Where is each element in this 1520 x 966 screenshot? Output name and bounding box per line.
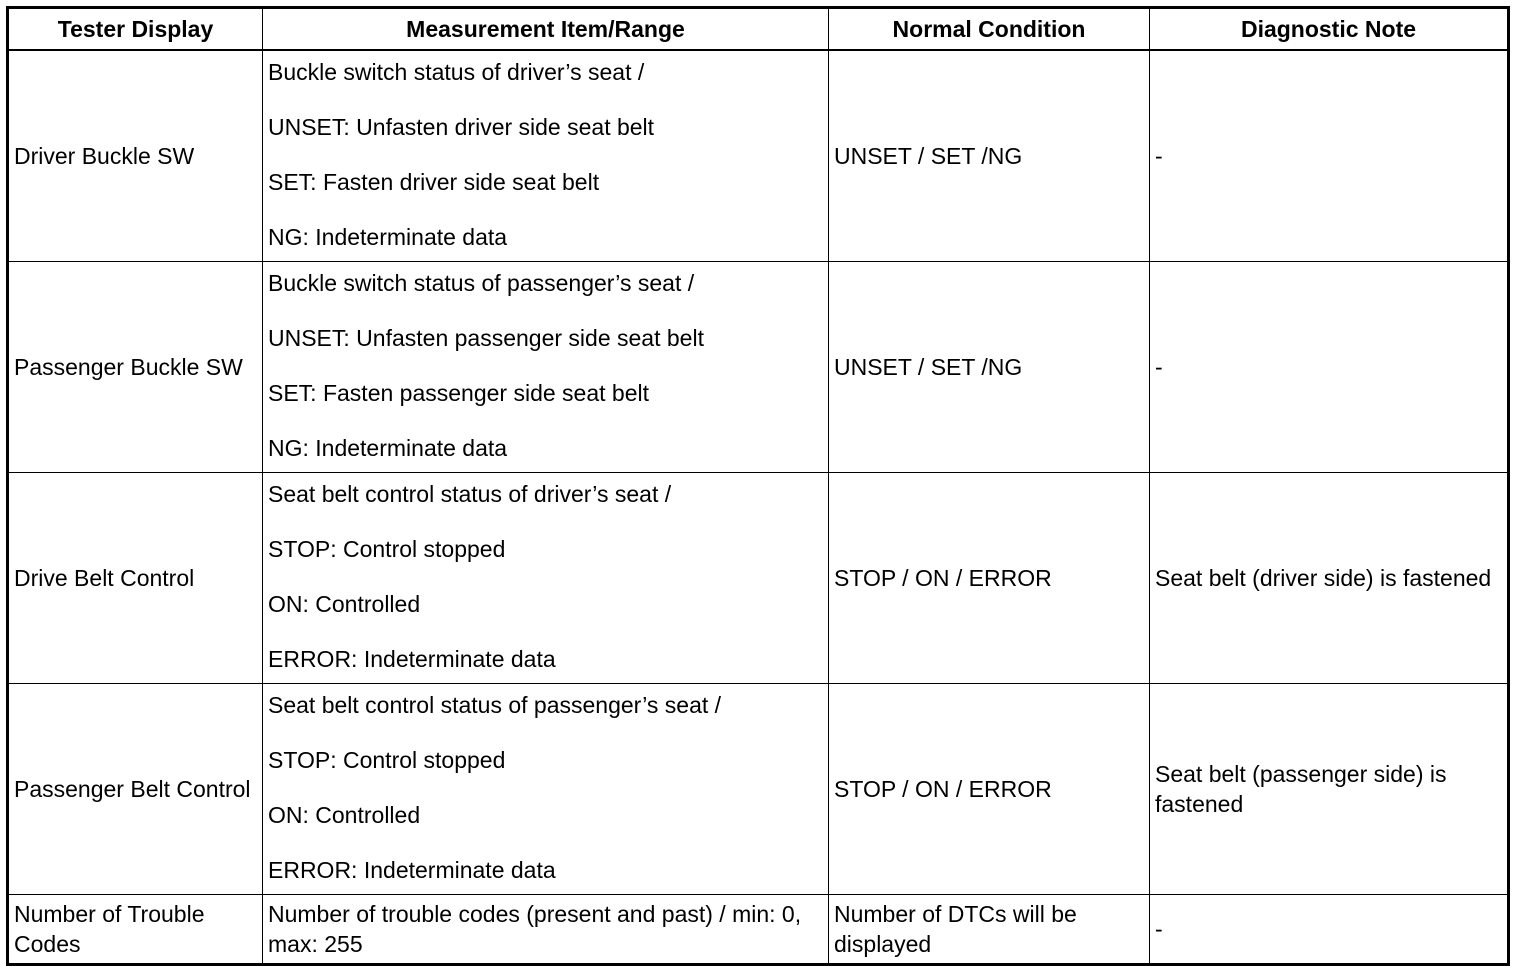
diagnostic-note-cell: - <box>1150 50 1509 262</box>
tester-display-cell: Number of Trouble Codes <box>8 895 263 965</box>
normal-condition-cell: STOP / ON / ERROR <box>829 684 1150 895</box>
table-row <box>8 473 1509 684</box>
table-row <box>8 684 1509 895</box>
range-line: ON: Controlled <box>268 802 421 828</box>
range-line: UNSET: Unfasten driver side seat belt <box>268 114 655 140</box>
measurement-range-cell <box>263 50 829 262</box>
range-line: Seat belt control status of passenger’s seat / <box>268 692 722 718</box>
range-line: STOP: Control stopped <box>268 536 506 562</box>
diagnostic-note-cell: Seat belt (driver side) is fastened <box>1150 473 1509 684</box>
data-list-table <box>6 6 1510 966</box>
measurement-range-cell <box>263 473 829 684</box>
tester-display-cell: Driver Buckle SW <box>8 50 263 262</box>
header-diagnostic-note: Diagnostic Note <box>1150 8 1509 51</box>
table-row <box>8 50 1509 262</box>
table-row <box>8 262 1509 473</box>
normal-condition-cell: UNSET / SET /NG <box>829 50 1150 262</box>
header-measurement-item-range: Measurement Item/Range <box>263 8 829 51</box>
tester-display-cell: Drive Belt Control <box>8 473 263 684</box>
range-line: Buckle switch status of passenger’s seat / <box>268 270 695 296</box>
range-line: ERROR: Indeterminate data <box>268 646 556 672</box>
diagnostic-note-cell: - <box>1150 262 1509 473</box>
range-line: SET: Fasten driver side seat belt <box>268 169 600 195</box>
normal-condition-cell: STOP / ON / ERROR <box>829 473 1150 684</box>
measurement-range-cell: Number of trouble codes (present and past) / min: 0, max: 255 <box>263 895 829 965</box>
range-line: STOP: Control stopped <box>268 747 506 773</box>
tester-display-cell: Passenger Belt Control <box>8 684 263 895</box>
measurement-range-cell <box>263 684 829 895</box>
range-line: UNSET: Unfasten passenger side seat belt <box>268 325 704 351</box>
range-line: SET: Fasten passenger side seat belt <box>268 380 649 406</box>
normal-condition-cell: Number of DTCs will be displayed <box>829 895 1150 965</box>
header-row <box>8 8 1509 51</box>
header-tester-display: Tester Display <box>8 8 263 51</box>
table-row <box>8 895 1509 965</box>
normal-condition-cell: UNSET / SET /NG <box>829 262 1150 473</box>
range-line: Seat belt control status of driver’s seat / <box>268 481 672 507</box>
diagnostic-note-cell: - <box>1150 895 1509 965</box>
range-line: NG: Indeterminate data <box>268 435 508 461</box>
range-line: NG: Indeterminate data <box>268 224 508 250</box>
range-line: ON: Controlled <box>268 591 421 617</box>
range-line: ERROR: Indeterminate data <box>268 857 556 883</box>
measurement-range-cell <box>263 262 829 473</box>
header-normal-condition: Normal Condition <box>829 8 1150 51</box>
tester-display-cell: Passenger Buckle SW <box>8 262 263 473</box>
diagnostic-note-cell: Seat belt (passenger side) is fastened <box>1150 684 1509 895</box>
range-line: Buckle switch status of driver’s seat / <box>268 59 645 85</box>
